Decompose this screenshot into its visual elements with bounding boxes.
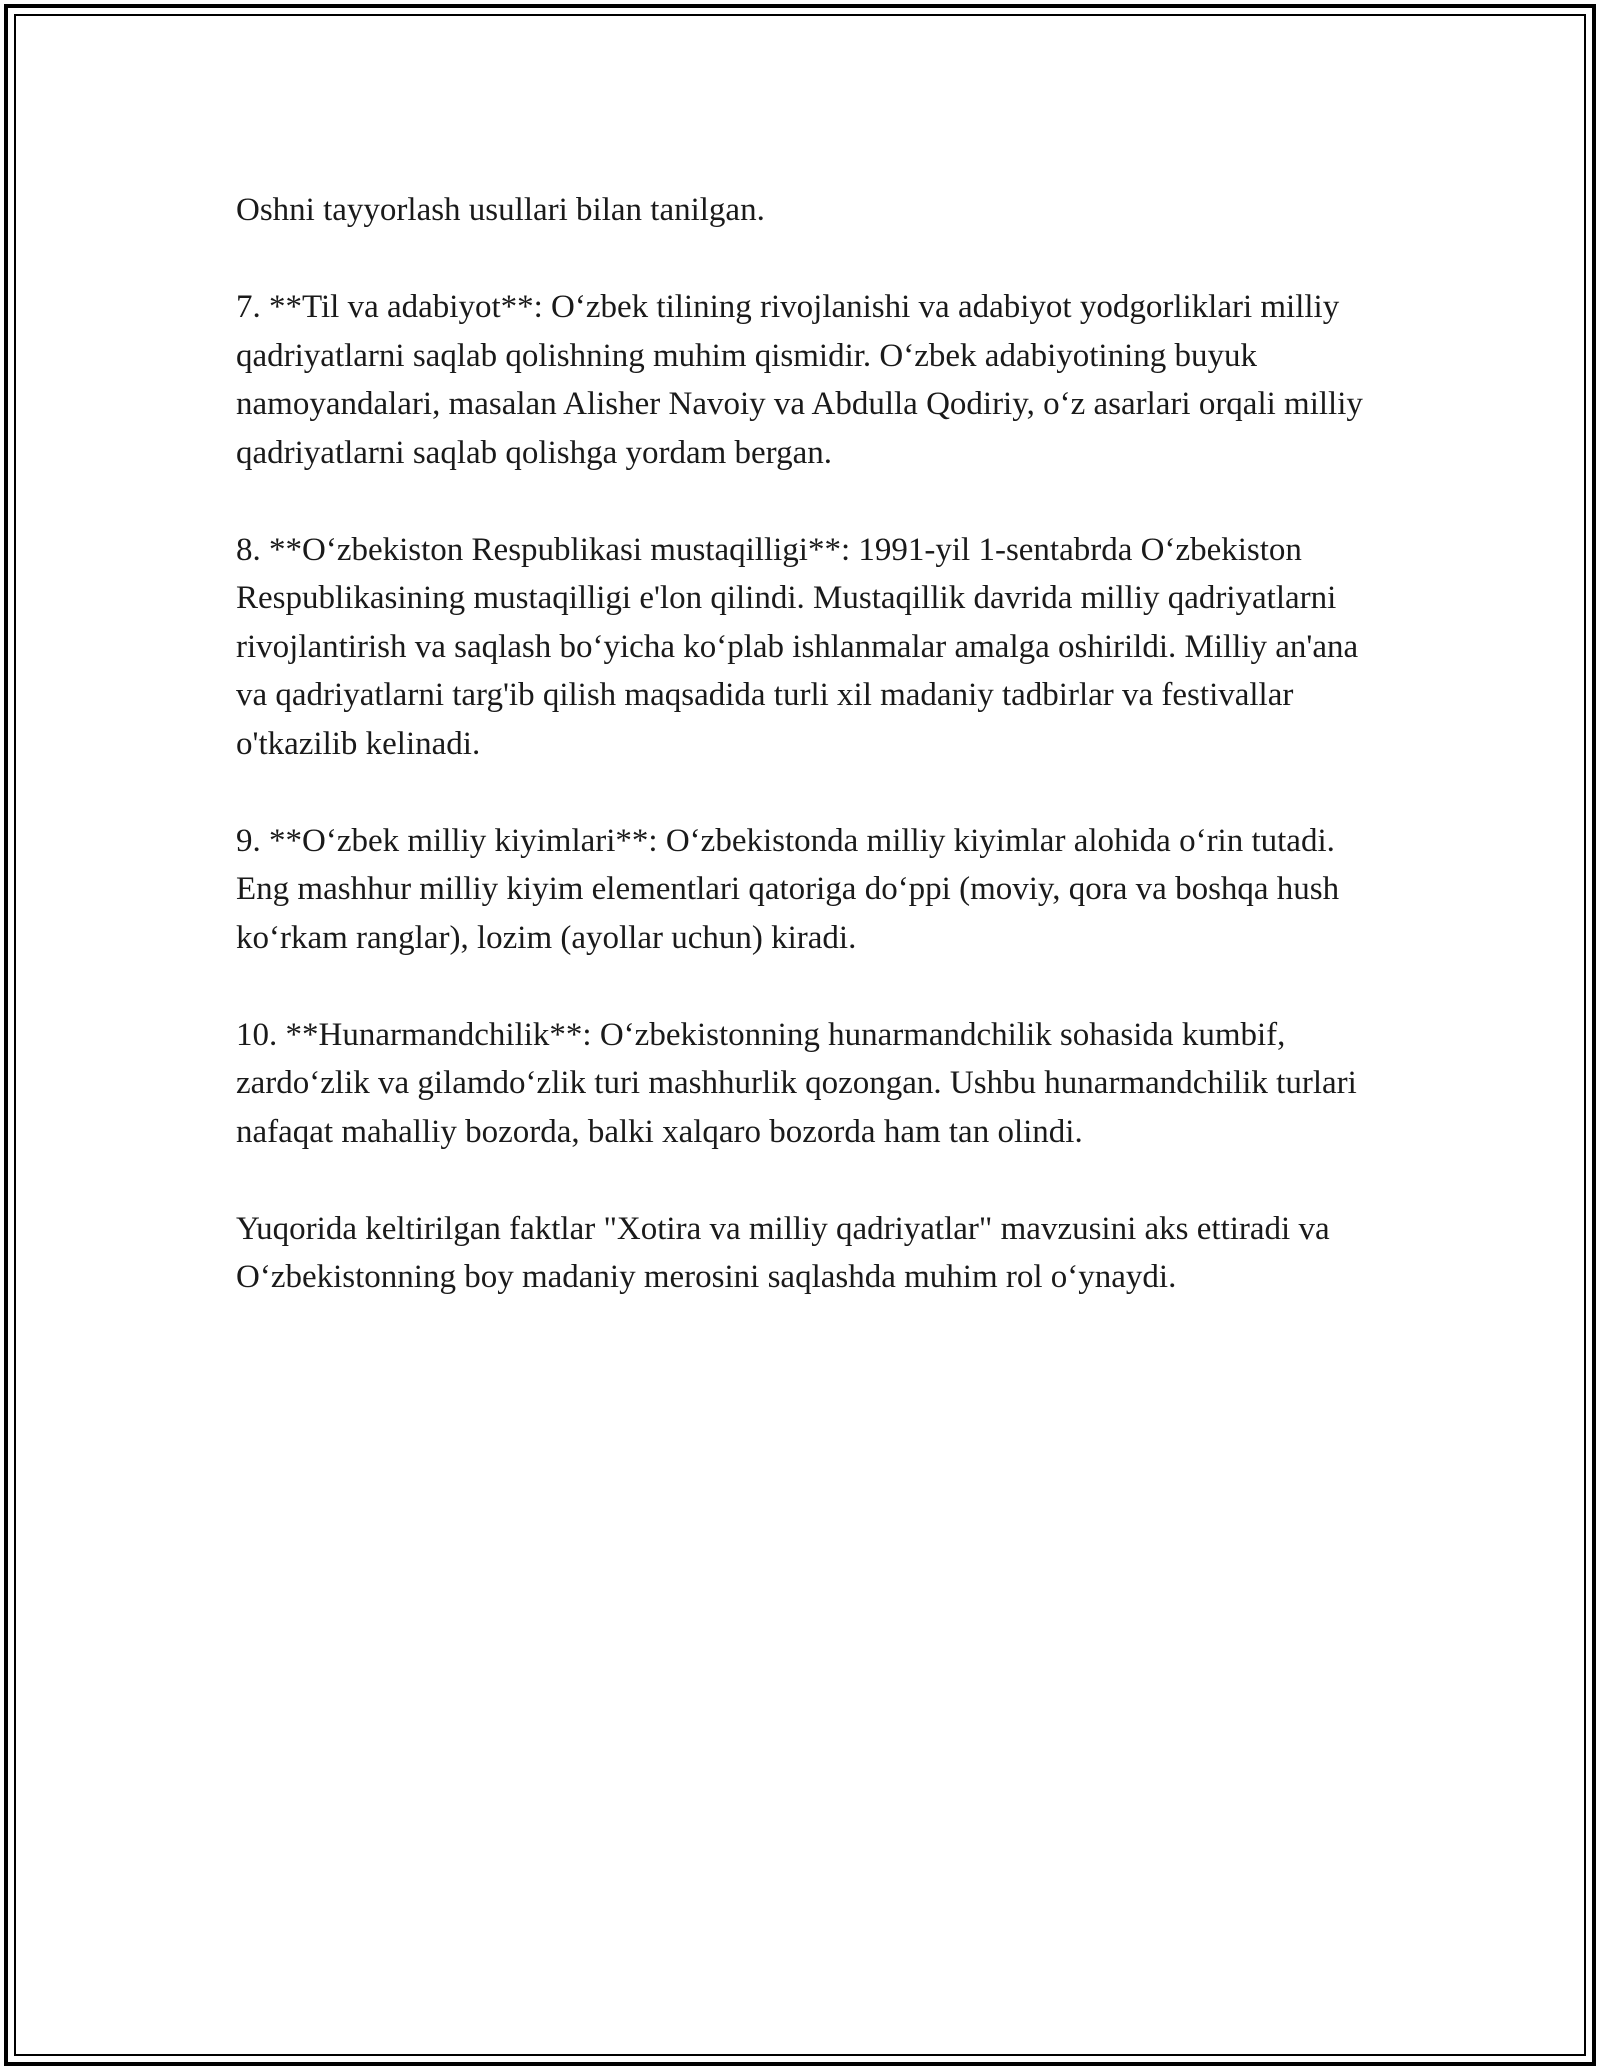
paragraph-independence: 8. **O‘zbekiston Respublikasi mustaqilligi**: 1991-yil 1-sentabrda O‘zbekiston Respublikasining mustaqilligi e'lon qilindi. Mustaqillik davrida milliy qadriyatlarni rivojlantirish va saqlash bo‘yicha ko‘plab ishlanmalar amalga oshirildi. Milliy an'ana va qadriyatlarni targ'ib qilish maqsadida turli xil madaniy tadbirlar va festivallar o'tkazilib kelinadi. (236, 531, 1359, 762)
document-body (236, 186, 1386, 1350)
paragraph-conclusion: Yuqorida keltirilgan faktlar "Xotira va milliy qadriyatlar" mavzusini aks ettiradi va O‘zbekistonning boy madaniy merosini saqlashda muhim rol o‘ynaydi. (236, 1210, 1330, 1295)
paragraph-language-literature: 7. **Til va adabiyot**: O‘zbek tilining rivojlanishi va adabiyot yodgorliklari milliy qadriyatlarni saqlab qolishning muhim qismidir. O‘zbek adabiyotining buyuk namoyandalari, masalan Alisher Navoiy va Abdulla Qodiriy, o‘z asarlari orqali milliy qadriyatlarni saqlab qolishga yordam bergan. (236, 289, 1363, 471)
paragraph-handicrafts: 10. **Hunarmandchilik**: O‘zbekistonning hunarmandchilik sohasida kumbif, zardo‘zlik va gilamdo‘zlik turi mashhurlik qozongan. Ushbu hunarmandchilik turlari nafaqat mahalliy bozorda, balki xalqaro bozorda ham tan olindi. (236, 1016, 1357, 1150)
paragraph-intro: Oshni tayyorlash usullari bilan tanilgan. (236, 192, 765, 228)
paragraph-national-clothing: 9. **O‘zbek milliy kiyimlari**: O‘zbekistonda milliy kiyimlar alohida o‘rin tutadi. Eng mashhur milliy kiyim elementlari qatoriga do‘ppi (moviy, qora va boshqa hush ko‘rkam ranglar), lozim (ayollar uchun) kiradi. (236, 822, 1340, 956)
